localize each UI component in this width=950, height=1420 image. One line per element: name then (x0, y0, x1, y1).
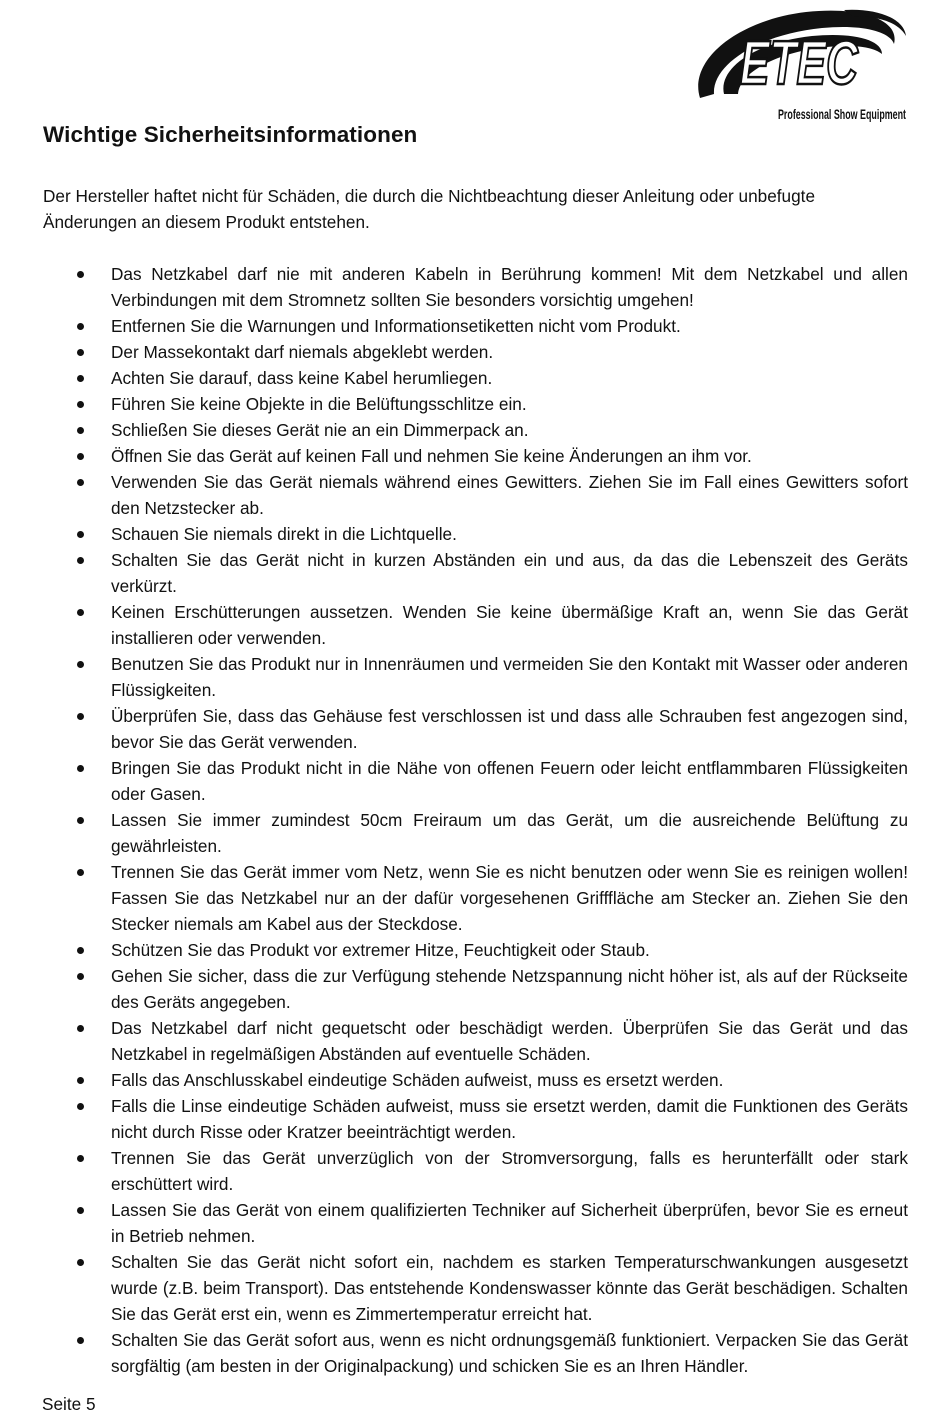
list-item (0, 547, 950, 599)
list-item (0, 1327, 950, 1379)
bullet-icon (77, 271, 84, 278)
list-item (0, 859, 950, 937)
list-item-text: Schauen Sie niemals direkt in die Lichtquelle. (111, 524, 457, 544)
list-item-text: Öffnen Sie das Gerät auf keinen Fall und nehmen Sie keine Änderungen an ihm vor. (111, 446, 752, 466)
bullet-icon (77, 479, 84, 486)
list-item-text: Bringen Sie das Produkt nicht in die Nähe von offenen Feuern oder leicht entflammbaren Flüssigkeiten oder Gasen. (111, 758, 908, 804)
list-item (0, 391, 950, 417)
bullet-icon (77, 1207, 84, 1214)
list-item (0, 1015, 950, 1067)
list-item (0, 469, 950, 521)
list-item (0, 261, 950, 313)
list-item-text: Der Massekontakt darf niemals abgeklebt werden. (111, 342, 494, 362)
list-item-text: Lassen Sie immer zumindest 50cm Freiraum um das Gerät, um die ausreichende Belüftung zu gewährleisten. (111, 810, 908, 856)
list-item-text: Führen Sie keine Objekte in die Belüftungsschlitze ein. (111, 394, 527, 414)
bullet-icon (77, 765, 84, 772)
bullet-icon (77, 1077, 84, 1084)
bullet-icon (77, 401, 84, 408)
bullet-icon (77, 713, 84, 720)
list-item (0, 703, 950, 755)
bullet-icon (77, 609, 84, 616)
list-item (0, 937, 950, 963)
bullet-icon (77, 453, 84, 460)
page-title: Wichtige Sicherheitsinformationen (43, 122, 418, 147)
page-number: Seite 5 (42, 1394, 96, 1414)
list-item (0, 417, 950, 443)
bullet-icon (77, 661, 84, 668)
bullet-icon (77, 323, 84, 330)
list-item-text: Das Netzkabel darf nicht gequetscht oder beschädigt werden. Überprüfen Sie das Gerät und das Netzkabel in regelmäßigen Abständen auf eventuelle Schäden. (111, 1018, 908, 1064)
list-item-text: Benutzen Sie das Produkt nur in Innenräumen und vermeiden Sie den Kontakt mit Wasser oder anderen Flüssigkeiten. (111, 654, 908, 700)
etec-logo-graphic (694, 2, 908, 122)
list-item (0, 651, 950, 703)
list-item-text: Trennen Sie das Gerät immer vom Netz, wenn Sie es nicht benutzen oder wenn Sie es reinigen wollen! Fassen Sie das Netzkabel nur an der dafür vorgesehenen Grifffläche am Stecker an. Ziehen Sie den Stecker niemals am Kabel aus der Steckdose. (111, 862, 908, 934)
list-item-text: Überprüfen Sie, dass das Gehäuse fest verschlossen ist und dass alle Schrauben fest angezogen sind, bevor Sie das Gerät verwenden. (111, 706, 908, 752)
list-item-text: Das Netzkabel darf nie mit anderen Kabeln in Berührung kommen! Mit dem Netzkabel und allen Verbindungen mit dem Stromnetz sollten Sie besonders vorsichtig umgehen! (111, 264, 908, 310)
list-item (0, 1145, 950, 1197)
bullet-icon (77, 531, 84, 538)
list-item (0, 1093, 950, 1145)
list-item (0, 599, 950, 651)
logo-tagline: Professional Show Equipment (778, 106, 907, 122)
list-item-text: Entfernen Sie die Warnungen und Informationsetiketten nicht vom Produkt. (111, 316, 681, 336)
list-item (0, 1197, 950, 1249)
list-item (0, 755, 950, 807)
list-item (0, 963, 950, 1015)
bullet-icon (77, 1155, 84, 1162)
list-item-text: Schalten Sie das Gerät nicht in kurzen Abständen ein und aus, da das die Lebenszeit des Geräts verkürzt. (111, 550, 908, 596)
bullet-icon (77, 1103, 84, 1110)
list-item (0, 807, 950, 859)
list-item (0, 365, 950, 391)
list-item-text: Verwenden Sie das Gerät niemals während eines Gewitters. Ziehen Sie im Fall eines Gewitters sofort den Netzstecker ab. (111, 472, 908, 518)
bullet-icon (77, 869, 84, 876)
list-item (0, 1249, 950, 1327)
bullet-icon (77, 557, 84, 564)
bullet-icon (77, 349, 84, 356)
list-item-text: Falls das Anschlusskabel eindeutige Schäden aufweist, muss es ersetzt werden. (111, 1070, 724, 1090)
list-item-text: Schalten Sie das Gerät nicht sofort ein, nachdem es starken Temperaturschwankungen ausgesetzt wurde (z.B. beim Transport). Das entstehende Kondenswasser könnte das Gerät beschädigen. Schalten Sie das Gerät erst ein, wenn es Zimmertemperatur erreicht hat. (111, 1252, 908, 1324)
list-item (0, 313, 950, 339)
bullet-icon (77, 1337, 84, 1344)
intro-paragraph: Der Hersteller haftet nicht für Schäden, die durch die Nichtbeachtung dieser Anleitung oder unbefugte Änderungen an diesem Produkt entstehen. (43, 186, 816, 232)
bullet-icon (77, 1025, 84, 1032)
list-item (0, 521, 950, 547)
list-item-text: Lassen Sie das Gerät von einem qualifizierten Techniker auf Sicherheit überprüfen, bevor Sie es erneut in Betrieb nehmen. (111, 1200, 908, 1246)
bullet-icon (77, 1259, 84, 1266)
bullet-icon (77, 817, 84, 824)
bullet-icon (77, 427, 84, 434)
logo-brand-text: ETEC (740, 29, 859, 98)
etec-logo (694, 2, 908, 122)
bullet-icon (77, 375, 84, 382)
list-item-text: Gehen Sie sicher, dass die zur Verfügung stehende Netzspannung nicht höher ist, als auf der Rückseite des Geräts angegeben. (111, 966, 908, 1012)
list-item-text: Keinen Erschütterungen aussetzen. Wenden Sie keine übermäßige Kraft an, wenn Sie das Gerät installieren oder verwenden. (111, 602, 908, 648)
list-item (0, 339, 950, 365)
bullet-icon (77, 947, 84, 954)
list-item-text: Falls die Linse eindeutige Schäden aufweist, muss sie ersetzt werden, damit die Funktionen des Geräts nicht durch Risse oder Kratzer beeinträchtigt werden. (111, 1096, 908, 1142)
bullet-icon (77, 973, 84, 980)
safety-list (0, 261, 950, 1379)
list-item-text: Schalten Sie das Gerät sofort aus, wenn es nicht ordnungsgemäß funktioniert. Verpacken Sie das Gerät sorgfältig (am besten in der Originalpackung) und schicken Sie es an Ihren Händler. (111, 1330, 908, 1376)
list-item-text: Schützen Sie das Produkt vor extremer Hitze, Feuchtigkeit oder Staub. (111, 940, 650, 960)
list-item-text: Trennen Sie das Gerät unverzüglich von der Stromversorgung, falls es herunterfällt oder stark erschüttert wird. (111, 1148, 908, 1194)
list-item (0, 443, 950, 469)
list-item-text: Schließen Sie dieses Gerät nie an ein Dimmerpack an. (111, 420, 529, 440)
list-item-text: Achten Sie darauf, dass keine Kabel herumliegen. (111, 368, 493, 388)
list-item (0, 1067, 950, 1093)
